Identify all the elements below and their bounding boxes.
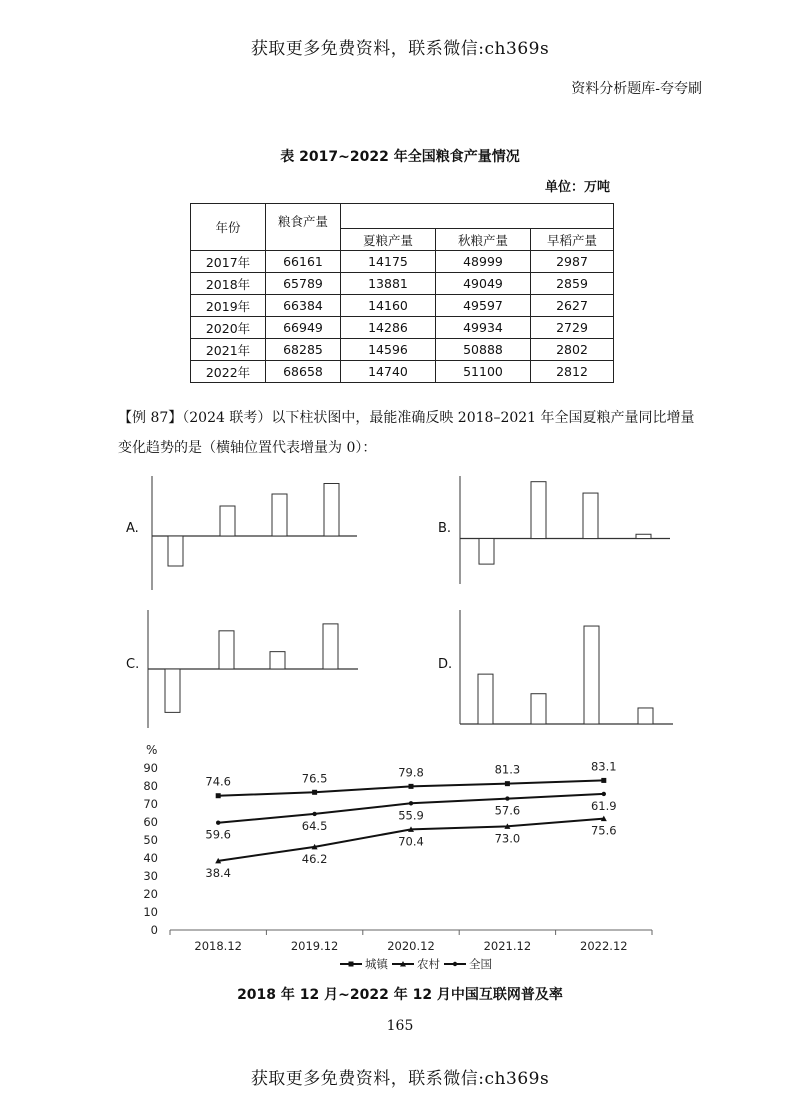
table-row [191,317,614,339]
page-number: 165 [386,1018,414,1034]
header-year: 年份 [191,204,266,251]
y-tick-label: 80 [143,779,158,793]
bar [272,494,287,536]
data-label: 64.5 [301,818,328,833]
point [602,792,606,796]
cell-year: 2019年 [191,295,266,317]
data-label: 46.2 [301,851,328,866]
bar [270,652,285,669]
legend-label: 农村 [417,957,440,971]
cell-autumn: 50888 [436,339,531,361]
cell-summer: 14596 [341,339,436,361]
question-text: 以下柱状图中，最能准确反映 2018–2021 年全国夏粮产量同比增量变化趋势的是（横轴位置代表增量为 0）： [118,410,695,456]
header-summer: 夏粮产量 [341,229,436,251]
bar [531,482,546,539]
data-label: 57.6 [494,803,521,818]
option-label: C. [126,657,140,672]
y-tick-label: 10 [143,905,158,919]
bar [638,708,653,724]
cell-total: 66949 [266,317,341,339]
data-label: 73.0 [494,831,521,846]
data-label: 70.4 [398,834,424,849]
bar [323,624,338,669]
data-label: 55.9 [398,808,424,823]
data-label: 76.5 [301,771,328,786]
point [216,793,221,798]
cell-early-rice: 2729 [531,317,614,339]
cell-total: 66161 [266,251,341,273]
cell-autumn: 49597 [436,295,531,317]
option-label: A. [126,521,139,536]
data-label: 79.8 [398,765,424,780]
cell-autumn: 48999 [436,251,531,273]
data-label: 81.3 [494,762,521,777]
table-title: 表 2017~2022 年全国粮食产量情况 [280,149,520,165]
chart-title: 2018 年 12 月~2022 年 12 月中国互联网普及率 [237,987,563,1003]
cell-year: 2020年 [191,317,266,339]
bar [531,694,546,724]
option-chart-b [438,476,670,584]
data-label: 61.9 [590,798,617,813]
table-row [191,361,614,383]
y-tick-label: 60 [143,815,158,829]
x-tick-label: 2021.12 [483,939,532,953]
bar [220,506,235,536]
bar [479,539,494,565]
point [312,790,317,795]
x-tick-label: 2022.12 [580,939,628,953]
y-tick-label: 30 [143,869,158,883]
grain-table [190,203,614,383]
legend-marker [453,962,457,966]
table-row [191,273,614,295]
cell-early-rice: 2627 [531,295,614,317]
legend-label: 城镇 [365,957,388,971]
point [409,784,414,789]
internet-penetration-chart [140,740,660,980]
cell-summer: 14286 [341,317,436,339]
y-tick-label: 20 [143,887,158,901]
cell-early-rice: 2812 [531,361,614,383]
legend-marker [349,962,354,967]
y-tick-label: 50 [143,833,158,847]
data-label: 38.4 [205,865,232,880]
point [312,812,316,816]
header-blank [341,204,614,229]
point [216,821,220,825]
cell-year: 2017年 [191,251,266,273]
bar [584,626,599,724]
data-label: 83.1 [590,759,617,774]
point [505,796,509,800]
x-tick-label: 2019.12 [290,939,339,953]
cell-autumn: 51100 [436,361,531,383]
option-charts [0,470,800,735]
cell-summer: 14160 [341,295,436,317]
data-label: 75.6 [590,823,617,838]
bar [165,669,180,712]
header-early-rice: 早稻产量 [531,229,614,251]
point [601,778,606,783]
cell-summer: 14740 [341,361,436,383]
cell-early-rice: 2802 [531,339,614,361]
cell-year: 2022年 [191,361,266,383]
cell-early-rice: 2859 [531,273,614,295]
cell-autumn: 49049 [436,273,531,295]
top-banner: 获取更多免费资料，联系微信:ch369s [250,39,550,59]
x-tick-label: 2018.12 [194,939,242,953]
bar [478,674,493,724]
question-source: （2024 联考） [182,410,272,426]
cell-summer: 13881 [341,273,436,295]
cell-year: 2018年 [191,273,266,295]
y-unit-label: % [146,743,158,757]
bar [636,534,651,538]
table-row [191,339,614,361]
table-unit: 单位：万吨 [544,180,610,195]
point [505,781,510,786]
question-label: 【例 87】 [118,410,183,426]
bar [583,493,598,538]
option-chart-c [126,610,358,728]
cell-total: 68658 [266,361,341,383]
option-label: D. [438,657,453,672]
cell-total: 65789 [266,273,341,295]
option-chart-a [126,476,357,590]
data-label: 74.6 [205,774,232,789]
option-chart-d [438,610,673,724]
table-row [191,295,614,317]
bar [324,484,339,537]
option-label: B. [438,521,452,536]
question-block [118,403,703,463]
cell-year: 2021年 [191,339,266,361]
header-autumn: 秋粮产量 [436,229,531,251]
cell-early-rice: 2987 [531,251,614,273]
y-tick-label: 90 [143,761,158,775]
y-tick-label: 40 [143,851,158,865]
bar [168,536,183,566]
cell-summer: 14175 [341,251,436,273]
cell-total: 66384 [266,295,341,317]
header-total: 粮食产量 [266,204,341,251]
bar [219,631,234,669]
point [409,801,413,805]
table-row [191,251,614,273]
x-tick-label: 2020.12 [387,939,435,953]
y-tick-label: 0 [150,923,158,937]
cell-total: 68285 [266,339,341,361]
y-tick-label: 70 [143,797,158,811]
legend-label: 全国 [469,957,492,971]
cell-autumn: 49934 [436,317,531,339]
running-header: 资料分析题库-夸夸刷 [571,81,702,97]
data-label: 59.6 [205,827,232,842]
bottom-banner: 获取更多免费资料，联系微信:ch369s [250,1069,550,1089]
